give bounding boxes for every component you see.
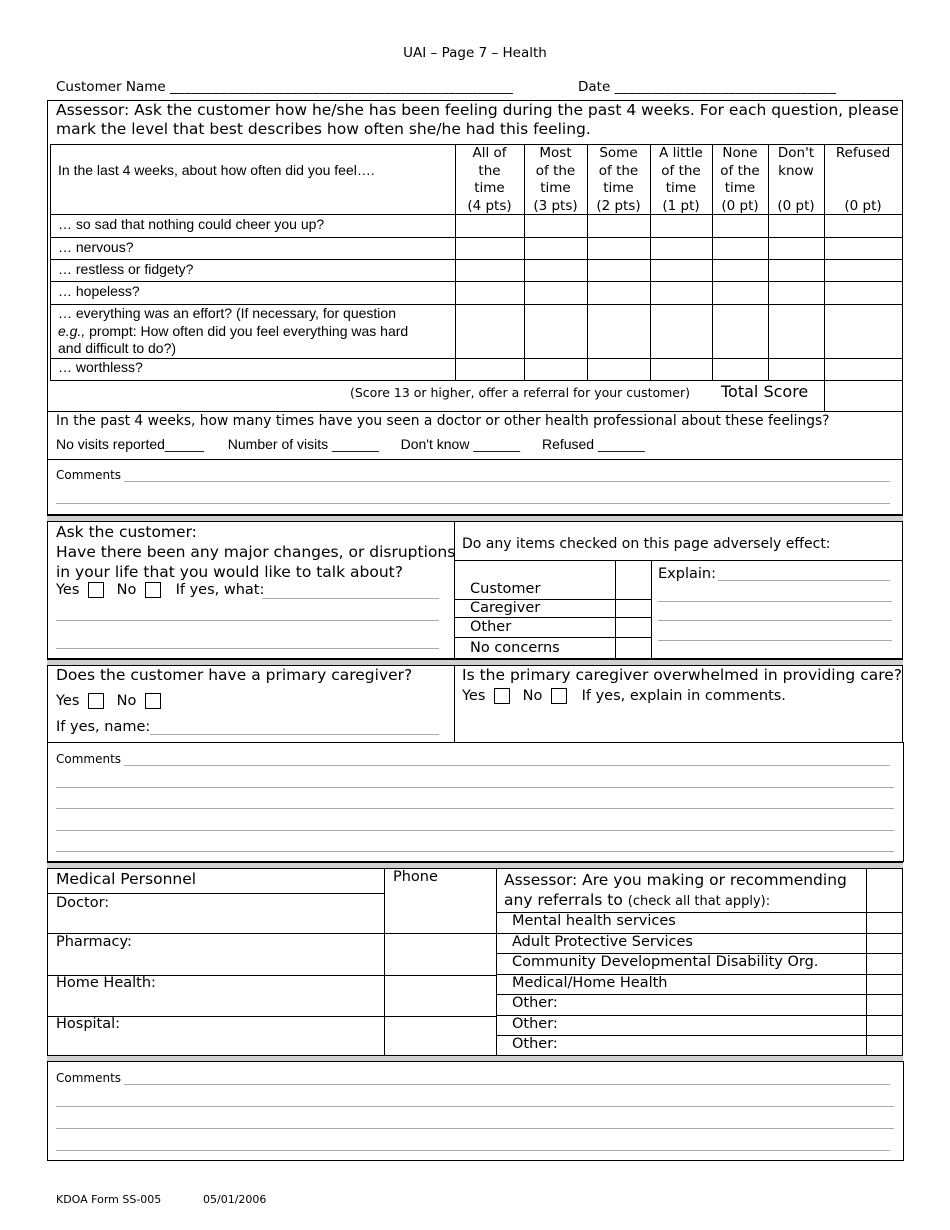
final-comments-section	[47, 1061, 904, 1161]
score-note: (Score 13 or higher, offer a referral for your customer)	[350, 385, 691, 400]
col-most-of-the-time: Most of the time (3 pts)	[533, 145, 578, 214]
total-score-field[interactable]	[825, 381, 902, 411]
col-all-of-the-time: All of the time (4 pts)	[467, 145, 512, 214]
date-label: Date	[578, 79, 611, 95]
overwhelmed-explain-note: If yes, explain in comments.	[581, 688, 786, 704]
col-some-of-the-time: Some of the time (2 pts)	[596, 145, 641, 214]
customer-name-field[interactable]: ________________________________________________	[170, 79, 514, 95]
medical-row-doctor[interactable]: Doctor:	[56, 895, 110, 911]
comments-line[interactable]	[56, 503, 890, 504]
explain-line[interactable]	[658, 640, 892, 641]
overwhelmed-no-label: No	[522, 688, 543, 704]
explain-line[interactable]	[658, 601, 892, 602]
medical-row-home-health[interactable]: Home Health:	[56, 975, 156, 991]
customer-name-row	[56, 79, 513, 95]
overwhelmed-no-checkbox[interactable]	[551, 688, 567, 704]
medical-row-hospital[interactable]: Hospital:	[56, 1016, 121, 1032]
comments-line[interactable]	[124, 481, 890, 482]
assessor-instructions: Assessor: Ask the customer how he/she has been feeling during the past 4 weeks. For each question, please mark the level that best describes how often she/he had this feeling.	[56, 101, 899, 138]
comments-line[interactable]	[56, 1128, 894, 1129]
caregiver-answer-row	[56, 693, 161, 709]
question-row-worthless[interactable]: … worthless?	[58, 359, 143, 375]
caregiver-name-label: If yes, name:	[56, 719, 151, 735]
customer-name-label: Customer Name	[56, 79, 166, 95]
comments-label: Comments	[56, 752, 122, 766]
phone-header: Phone	[393, 869, 438, 885]
referral-other-1[interactable]: Other:	[512, 995, 558, 1011]
total-score-label: Total Score	[721, 382, 809, 401]
changes-no-checkbox[interactable]	[145, 582, 161, 598]
adverse-item-no-concerns[interactable]: No concerns	[470, 640, 560, 656]
overwhelmed-answer-row	[462, 688, 786, 704]
changes-no-label: No	[116, 582, 137, 598]
comments-line[interactable]	[56, 830, 894, 831]
question-row-sad[interactable]: … so sad that nothing could cheer you up?	[58, 216, 325, 232]
adverse-question: Do any items checked on this page adversely effect:	[462, 536, 831, 552]
comments-line[interactable]	[56, 1106, 894, 1107]
changes-yes-label: Yes	[56, 582, 80, 598]
comments-line[interactable]	[56, 1150, 890, 1151]
referral-other-2[interactable]: Other:	[512, 1016, 558, 1032]
question-row-effort[interactable]: … everything was an effort? (If necessary, for question e.g., prompt: How often did you feel everything was hard and difficult to do?)	[58, 305, 409, 356]
question-row-restless[interactable]: … restless or fidgety?	[58, 261, 194, 277]
col-refused: Refused (0 pt)	[835, 145, 891, 214]
overwhelmed-question: Is the primary caregiver overwhelmed in providing care?	[462, 666, 903, 684]
date-row	[578, 79, 836, 95]
comments-section	[47, 742, 904, 862]
overwhelmed-yes-label: Yes	[462, 688, 486, 704]
changes-question: Ask the customer: Have there been any major changes, or disruptions in your life that you would like to talk about?	[56, 523, 456, 581]
referrals-question: Assessor: Are you making or recommending any referrals to (check all that apply):	[504, 871, 847, 909]
dont-know-field[interactable]: Don't know ______	[400, 436, 521, 452]
col-none-of-the-time: None of the time (0 pt)	[720, 145, 760, 214]
page-title: UAI – Page 7 – Health	[403, 45, 547, 61]
date-field[interactable]: _______________________________	[614, 79, 837, 95]
referral-medical-home-health[interactable]: Medical/Home Health	[512, 975, 668, 991]
comments-line[interactable]	[124, 765, 890, 766]
medical-personnel-header: Medical Personnel	[56, 870, 197, 888]
changes-yes-checkbox[interactable]	[88, 582, 104, 598]
number-of-visits-field[interactable]: Number of visits ______	[227, 436, 379, 452]
comments-label: Comments	[56, 1071, 122, 1085]
referral-mental-health[interactable]: Mental health services	[512, 913, 676, 929]
caregiver-no-label: No	[116, 693, 137, 709]
referral-other-3[interactable]: Other:	[512, 1036, 558, 1052]
footer-form-number: KDOA Form SS-005	[56, 1193, 162, 1206]
adverse-item-caregiver[interactable]: Caregiver	[470, 600, 541, 616]
footer-date: 05/01/2006	[203, 1193, 267, 1206]
doctor-visits-options	[56, 436, 645, 452]
question-row-hopeless[interactable]: … hopeless?	[58, 283, 140, 299]
explain-line[interactable]	[658, 620, 892, 621]
comments-label: Comments	[56, 468, 122, 482]
changes-line[interactable]	[262, 598, 439, 599]
caregiver-question: Does the customer have a primary caregiver?	[56, 666, 413, 684]
caregiver-yes-checkbox[interactable]	[88, 693, 104, 709]
caregiver-yes-label: Yes	[56, 693, 80, 709]
doctor-visits-question: In the past 4 weeks, how many times have you seen a doctor or other health professional about these feelings?	[56, 413, 830, 429]
col-dont-know: Don't know (0 pt)	[777, 145, 815, 214]
referral-adult-protective[interactable]: Adult Protective Services	[512, 934, 693, 950]
changes-line[interactable]	[56, 648, 439, 649]
caregiver-no-checkbox[interactable]	[145, 693, 161, 709]
referral-cddo[interactable]: Community Developmental Disability Org.	[512, 954, 819, 970]
question-stem: In the last 4 weeks, about how often did you feel….	[58, 162, 375, 178]
adverse-explain-label: Explain:	[658, 566, 716, 582]
comments-line[interactable]	[56, 808, 894, 809]
no-visits-field[interactable]: No visits reported_____	[56, 436, 204, 452]
medical-row-pharmacy[interactable]: Pharmacy:	[56, 934, 132, 950]
caregiver-name-line[interactable]	[150, 734, 439, 735]
changes-answer-row	[56, 582, 264, 598]
comments-line[interactable]	[56, 787, 894, 788]
refused-field[interactable]: Refused ______	[541, 436, 645, 452]
overwhelmed-yes-checkbox[interactable]	[494, 688, 510, 704]
comments-line[interactable]	[56, 851, 894, 852]
changes-line[interactable]	[56, 620, 439, 621]
adverse-item-other[interactable]: Other	[470, 619, 512, 635]
changes-if-yes-label: If yes, what:	[175, 582, 265, 598]
explain-line[interactable]	[718, 580, 890, 581]
question-row-nervous[interactable]: … nervous?	[58, 239, 134, 255]
col-a-little-of-the-time: A little of the time (1 pt)	[659, 145, 703, 214]
adverse-item-customer[interactable]: Customer	[470, 581, 541, 597]
comments-line[interactable]	[124, 1084, 890, 1085]
